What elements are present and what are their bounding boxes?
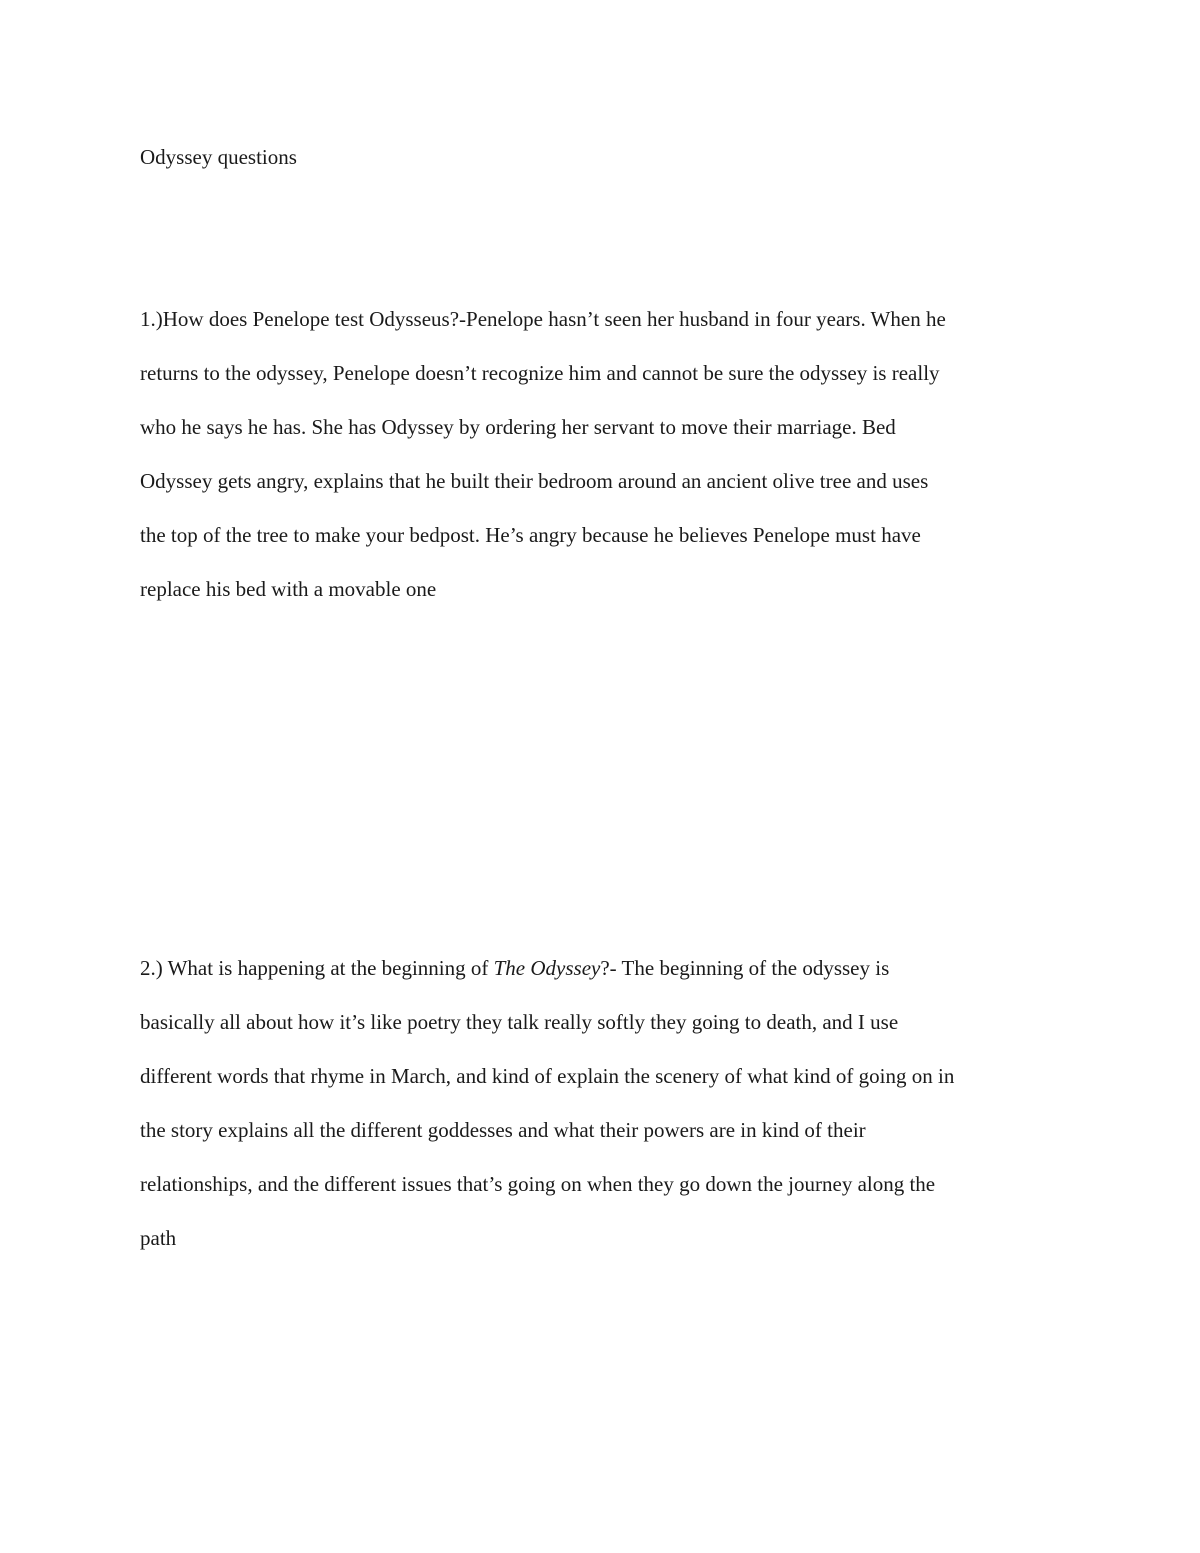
paragraph-line: the top of the tree to make your bedpost. He’s angry because he believes Penelope must have <box>140 523 921 547</box>
question-2-prefix: 2.) What is happening at the beginning of <box>140 956 494 980</box>
paragraph-line: path <box>140 1226 177 1250</box>
question-2-suffix: ?- The beginning of the odyssey is <box>600 956 890 980</box>
paragraph-line: relationships, and the different issues that’s going on when they go down the journey along the <box>140 1172 936 1196</box>
paragraph-line: Odyssey gets angry, explains that he built their bedroom around an ancient olive tree and uses <box>140 469 929 493</box>
paragraph-line: returns to the odyssey, Penelope doesn’t recognize him and cannot be sure the odyssey is really <box>140 361 940 385</box>
book-title-italic: The Odyssey <box>493 956 601 980</box>
paragraph-line: replace his bed with a movable one <box>140 577 437 601</box>
paragraph-line: basically all about how it’s like poetry they talk really softly they going to death, and I use <box>140 1010 899 1034</box>
document-title: Odyssey questions <box>140 145 297 169</box>
paragraph-line: who he says he has. She has Odyssey by ordering her servant to move their marriage. Bed <box>140 415 896 439</box>
question-1-paragraph <box>140 292 946 616</box>
paragraph-line <box>140 941 954 995</box>
paragraph-line: the story explains all the different goddesses and what their powers are in kind of their <box>140 1118 866 1142</box>
paragraph-line: different words that rhyme in March, and kind of explain the scenery of what kind of going on in <box>140 1064 955 1088</box>
paragraph-line: 1.)How does Penelope test Odysseus?-Penelope hasn’t seen her husband in four years. When he <box>140 307 946 331</box>
question-2-paragraph <box>140 941 954 1265</box>
